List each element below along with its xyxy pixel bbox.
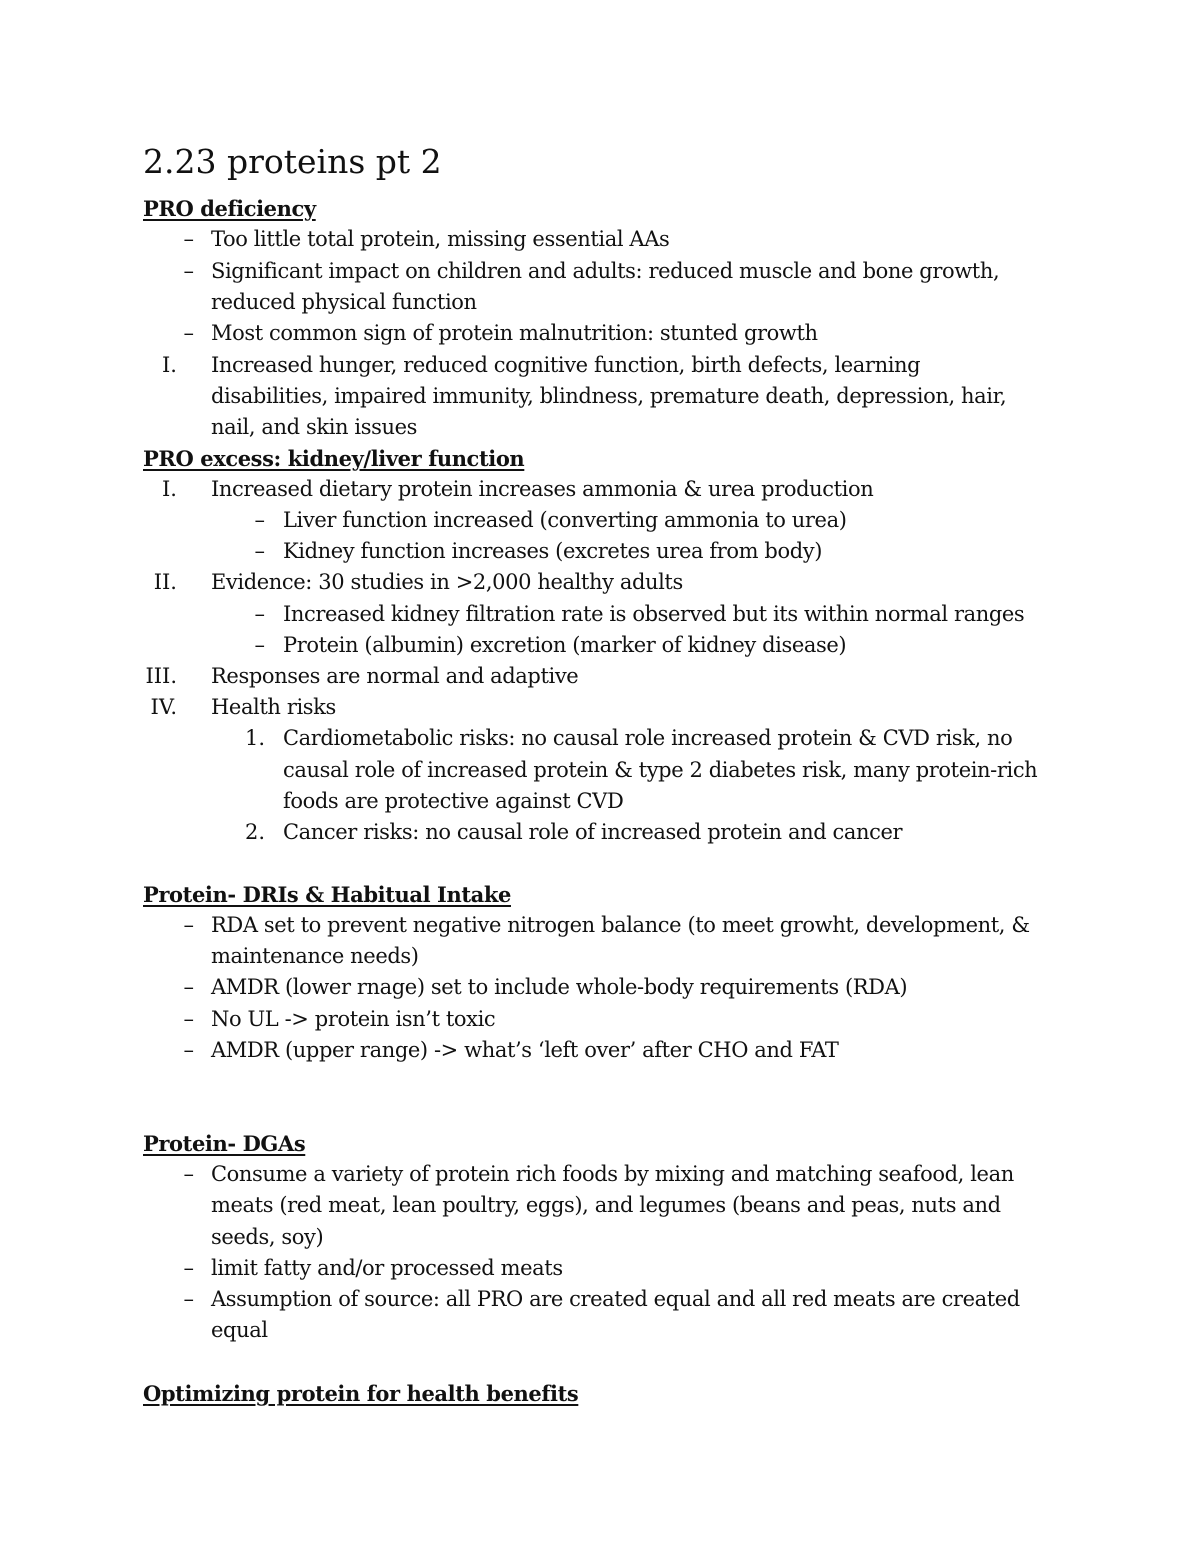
list-item: Significant impact on children and adults: reduced muscle and bone growth, xyxy=(211,259,1000,283)
list-marker: – xyxy=(254,633,265,657)
list-item-continuation: nail, and skin issues xyxy=(211,415,418,439)
list-marker: – xyxy=(183,1162,194,1186)
list-item-continuation: seeds, soy) xyxy=(211,1225,324,1249)
list-marker: – xyxy=(183,1038,194,1062)
list-item-continuation: disabilities, impaired immunity, blindness, premature death, depression, hair, xyxy=(211,384,1007,408)
list-item: Increased hunger, reduced cognitive function, birth defects, learning xyxy=(211,353,921,377)
list-marker: – xyxy=(183,975,194,999)
list-item-continuation: meats (red meat, lean poultry, eggs), and legumes (beans and peas, nuts and xyxy=(211,1193,1001,1217)
list-item-continuation: maintenance needs) xyxy=(211,944,419,968)
list-item: Increased kidney filtration rate is observed but its within normal ranges xyxy=(283,602,1025,626)
list-marker: – xyxy=(254,508,265,532)
list-item: Too little total protein, missing essential AAs xyxy=(211,227,670,251)
list-item: AMDR (lower rnage) set to include whole-body requirements (RDA) xyxy=(211,975,908,999)
list-item: Health risks xyxy=(211,695,336,719)
section-heading-dris: Protein- DRIs & Habitual Intake xyxy=(143,882,511,907)
list-item-continuation: causal role of increased protein & type 2 diabetes risk, many protein-rich xyxy=(283,758,1038,782)
list-marker: – xyxy=(183,913,194,937)
section-heading-deficiency: PRO deficiency xyxy=(143,196,316,221)
list-item-continuation: foods are protective against CVD xyxy=(283,789,624,813)
list-item: Liver function increased (converting ammonia to urea) xyxy=(283,508,847,532)
list-marker: – xyxy=(183,1007,194,1031)
list-marker: 2. xyxy=(244,820,265,844)
list-item: Cardiometabolic risks: no causal role increased protein & CVD risk, no xyxy=(283,726,1013,750)
list-item-continuation: reduced physical function xyxy=(211,290,477,314)
list-item: Consume a variety of protein rich foods by mixing and matching seafood, lean xyxy=(211,1162,1014,1186)
list-item: Responses are normal and adaptive xyxy=(211,664,579,688)
section-heading-optimizing: Optimizing protein for health benefits xyxy=(143,1381,579,1406)
list-item: Protein (albumin) excretion (marker of kidney disease) xyxy=(283,633,847,657)
list-item: Cancer risks: no causal role of increased protein and cancer xyxy=(283,820,903,844)
list-item: Assumption of source: all PRO are created equal and all red meats are created xyxy=(211,1287,1020,1311)
list-item: No UL -> protein isn’t toxic xyxy=(211,1007,496,1031)
list-marker: – xyxy=(183,321,194,345)
list-marker: I. xyxy=(162,477,177,501)
list-marker: – xyxy=(183,259,194,283)
list-marker: 1. xyxy=(244,726,265,750)
list-marker: – xyxy=(183,1256,194,1280)
list-marker: – xyxy=(254,539,265,563)
list-item: Kidney function increases (excretes urea from body) xyxy=(283,539,822,563)
list-marker: III. xyxy=(145,664,177,688)
list-item: Evidence: 30 studies in >2,000 healthy adults xyxy=(211,570,683,594)
list-item: Most common sign of protein malnutrition: stunted growth xyxy=(211,321,818,345)
section-heading-excess: PRO excess: kidney/liver function xyxy=(143,446,525,471)
list-marker: – xyxy=(183,1287,194,1311)
list-item: Increased dietary protein increases ammonia & urea production xyxy=(211,477,874,501)
list-marker: – xyxy=(254,602,265,626)
section-heading-dgas: Protein- DGAs xyxy=(143,1131,306,1156)
list-marker: II. xyxy=(153,570,177,594)
list-marker: IV. xyxy=(150,695,177,719)
list-marker: – xyxy=(183,227,194,251)
list-item: limit fatty and/or processed meats xyxy=(211,1256,563,1280)
list-item: AMDR (upper range) -> what’s ‘left over’ after CHO and FAT xyxy=(211,1038,839,1062)
list-marker: I. xyxy=(162,353,177,377)
page-title: 2.23 proteins pt 2 xyxy=(143,142,442,181)
list-item: RDA set to prevent negative nitrogen balance (to meet growht, development, & xyxy=(211,913,1030,937)
list-item-continuation: equal xyxy=(211,1318,268,1342)
